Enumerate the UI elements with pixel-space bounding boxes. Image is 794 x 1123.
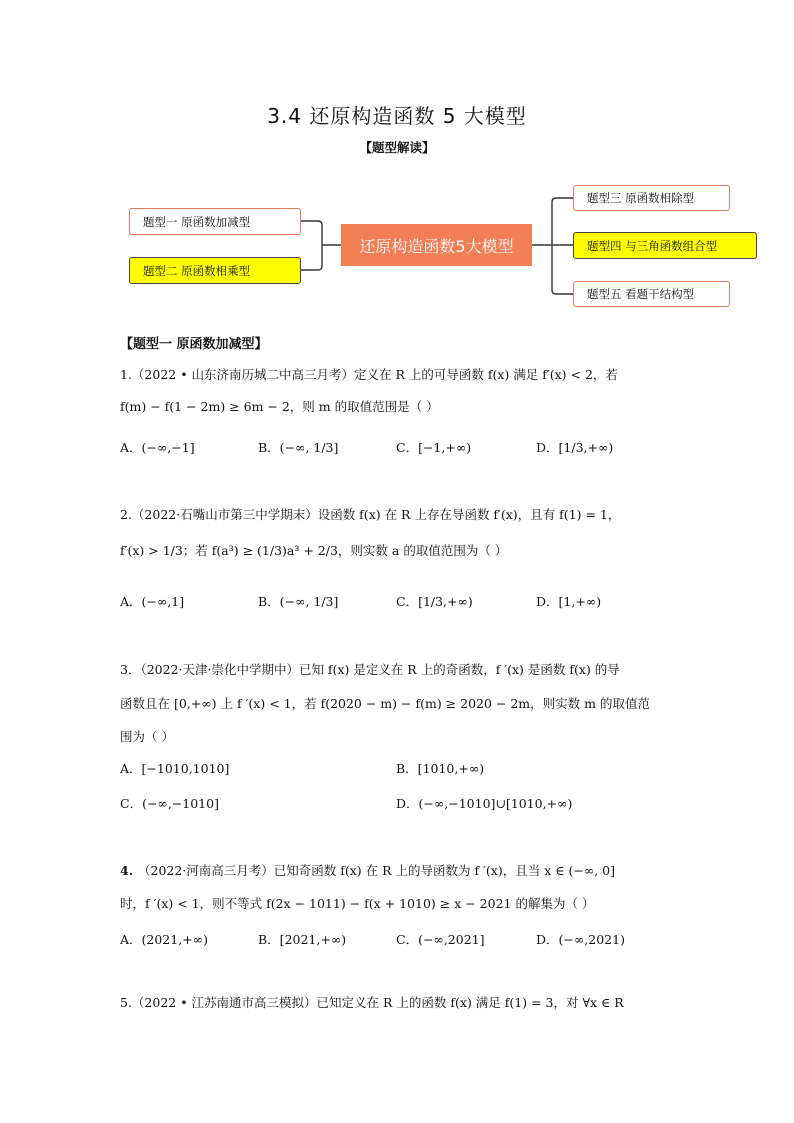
page-title: 3.4 还原构造函数 5 大模型 [267,104,527,128]
q4-option-c: C．(−∞,2021] [396,932,485,947]
q2-option-b: B．(−∞, 1/3] [258,594,339,609]
q4-option-b: B．[2021,+∞) [258,932,347,947]
q2-option-c: C．[1/3,+∞) [396,594,473,609]
q5-line-1: 5.（2022 • 江苏南通市高三模拟）已知定义在 R 上的函数 f(x) 满足 f(1) = 3，对 ∀x ∈ R [120,995,624,1010]
q1-option-d: D．[1/3,+∞) [536,440,614,455]
q3-line-3: 围为（ ） [120,729,174,744]
q1-line-1: 1.（2022 • 山东济南历城二中高三月考）定义在 R 上的可导函数 f(x) 满足 f′(x) < 2，若 [120,367,618,382]
mindmap-right-node-3: 题型五 看题干结构型 [573,281,730,307]
q3-line-2: 函数且在 [0,+∞) 上 f ′(x) < 1，若 f(2020 − m) − f(m) ≥ 2020 − 2m，则实数 m 的取值范 [120,696,650,711]
q1-option-b: B．(−∞, 1/3] [258,440,339,455]
mindmap-left-node-2: 题型二 原函数相乘型 [129,257,301,284]
q4-number: 4. [120,863,134,878]
q3-option-c: C．(−∞,−1010] [120,796,219,811]
q4-option-d: D．(−∞,2021) [536,932,625,947]
mindmap-right-node-1: 题型三 原函数相除型 [573,185,730,211]
section-heading: 【题型一 原函数加减型】 [120,337,268,352]
q2-line-1: 2.（2022·石嘴山市第三中学期末）设函数 f(x) 在 R 上存在导函数 f′(x)，且有 f(1) = 1， [120,507,621,522]
page-subtitle: 【题型解读】 [359,140,435,155]
q2-option-d: D．[1,+∞) [536,594,602,609]
q1-option-a: A．(−∞,−1] [120,440,195,455]
mindmap-right-node-2: 题型四 与三角函数组合型 [573,232,757,259]
q3-option-a: A．[−1010,1010] [120,761,230,776]
q2-line-2: f′(x) > 1/3；若 f(a³) ≥ (1/3)a³ + 2/3，则实数 a 的取值范围为（ ） [120,543,508,558]
q3-line-1: 3．（2022·天津·崇化中学期中）已知 f(x) 是定义在 R 上的奇函数，f ′(x) 是函数 f(x) 的导 [120,662,620,677]
q4-line-2: 时，f ′(x) < 1，则不等式 f(2x − 1011) − f(x + 1010) ≥ x − 2021 的解集为（ ） [120,896,595,911]
q3-option-d: D．(−∞,−1010]∪[1010,+∞) [396,796,573,811]
q1-line-2: f(m) − f(1 − 2m) ≥ 6m − 2，则 m 的取值范围是（ ） [120,399,439,414]
mindmap-left-node-1: 题型一 原函数加减型 [129,208,301,235]
q4-line-1: （2022·河南高三月考）已知奇函数 f(x) 在 R 上的导函数为 f ′(x)，且当 x ∈ (−∞, 0] [138,863,615,878]
q3-option-b: B．[1010,+∞) [396,761,485,776]
mindmap-center-node: 还原构造函数5大模型 [341,224,532,266]
q1-option-c: C．[−1,+∞) [396,440,472,455]
q4-option-a: A．(2021,+∞) [120,932,208,947]
q2-option-a: A．(−∞,1] [120,594,185,609]
